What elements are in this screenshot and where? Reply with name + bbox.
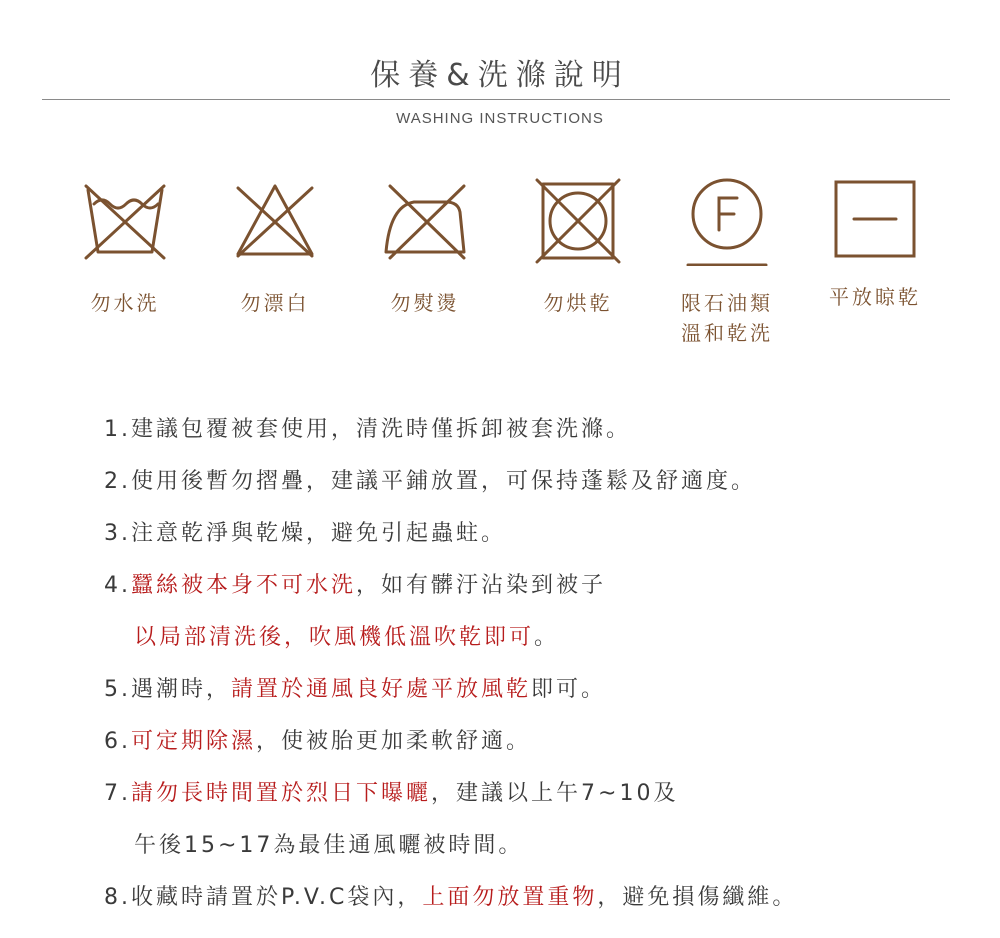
page-subtitle: WASHING INSTRUCTIONS	[396, 110, 604, 127]
dry-flat-icon	[830, 176, 920, 266]
care-label: 勿漂白	[240, 291, 310, 315]
care-item-dry-clean	[662, 176, 792, 356]
instruction-line	[104, 512, 984, 564]
instruction-line	[104, 564, 984, 616]
care-item-no-bleach	[210, 176, 340, 356]
instruction-text: ，避免損傷纖維。	[597, 885, 798, 910]
highlight-text: 可定期除濕	[131, 729, 257, 754]
title-divider	[42, 99, 950, 100]
care-label: 限石油類 溫和乾洗	[681, 291, 773, 345]
instruction-text: 即可。	[531, 677, 607, 702]
care-label: 勿水洗	[90, 291, 160, 315]
care-item-no-iron	[360, 176, 490, 356]
care-label: 勿熨燙	[390, 291, 460, 315]
instruction-line	[104, 876, 984, 928]
instruction-line	[104, 668, 984, 720]
instruction-text: 8.收藏時請置於P.V.C袋內，	[104, 885, 423, 910]
instruction-text: 4.	[104, 573, 131, 598]
instruction-line	[104, 824, 984, 876]
highlight-text: 蠶絲被本身不可水洗	[131, 573, 357, 598]
instruction-text: 6.	[104, 729, 131, 754]
page-title: 保養&洗滌說明	[370, 58, 630, 93]
instruction-text: 3.注意乾淨與乾燥，避免引起蟲蛀。	[104, 521, 506, 546]
highlight-text: 以局部清洗後，吹風機低溫吹乾即可	[134, 625, 535, 650]
highlight-text: 上面勿放置重物	[422, 885, 598, 910]
instruction-text: 。	[534, 625, 560, 650]
highlight-text: 請置於通風良好處平放風乾	[231, 677, 532, 702]
highlight-text: 請勿長時間置於烈日下曝曬	[131, 781, 432, 806]
instruction-line	[104, 460, 984, 512]
instruction-text: 7.	[104, 781, 131, 806]
no-wash-icon	[80, 176, 170, 266]
instruction-line	[104, 720, 984, 772]
instruction-text: 5.遇潮時，	[104, 677, 231, 702]
no-bleach-icon	[230, 176, 320, 266]
no-iron-icon	[380, 176, 470, 266]
instruction-text: ，使被胎更加柔軟舒適。	[256, 729, 532, 754]
care-item-no-wash	[60, 176, 190, 356]
instruction-text: ，如有髒汙沾染到被子	[356, 573, 607, 598]
instruction-text: ，建議以上午7~10及	[431, 781, 679, 806]
no-tumble-dry-icon	[533, 176, 623, 266]
instruction-line	[104, 616, 984, 668]
care-label: 平放晾乾	[829, 285, 921, 309]
instruction-line	[104, 408, 984, 460]
dry-clean-f-icon	[682, 176, 772, 266]
care-label: 勿烘乾	[543, 291, 613, 315]
care-item-dry-flat	[810, 176, 940, 356]
care-item-no-tumble-dry	[513, 176, 643, 356]
care-symbols-row	[0, 176, 1000, 356]
instruction-line	[104, 772, 984, 824]
instruction-list	[104, 408, 984, 928]
instruction-text: 午後15~17為最佳通風曬被時間。	[134, 833, 524, 858]
instruction-text: 2.使用後暫勿摺疊，建議平鋪放置，可保持蓬鬆及舒適度。	[104, 469, 756, 494]
instruction-text: 1.建議包覆被套使用，清洗時僅拆卸被套洗滌。	[104, 417, 631, 442]
